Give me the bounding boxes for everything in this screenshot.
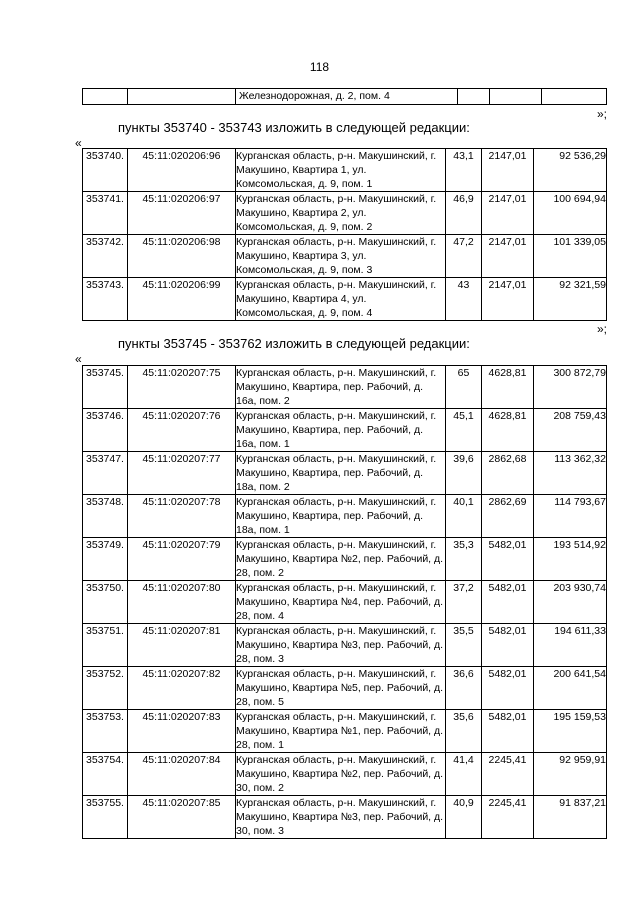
cell-area: 40,9 (446, 796, 482, 839)
closing-quote: »; (597, 322, 608, 336)
cell-sum: 92 321,59 (534, 278, 607, 321)
cell-area: 39,6 (446, 452, 482, 495)
cell-cadastral: 45:11:020206:98 (128, 235, 236, 278)
cell-price: 2245,41 (482, 753, 534, 796)
section-heading: пункты 353740 - 353743 изложить в следующей редакции: (118, 120, 470, 135)
table-row (83, 667, 607, 710)
closing-quote: »; (597, 107, 608, 121)
cell-sum: 195 159,53 (534, 710, 607, 753)
cell-address: Курганская область, р-н. Макушинский, г. Макушино, Квартира №2, пер. Рабочий, д. 28, пом. 2 (236, 538, 446, 581)
cell-price: 5482,01 (482, 624, 534, 667)
cell-cadastral: 45:11:020207:80 (128, 581, 236, 624)
cell-price: 2147,01 (482, 278, 534, 321)
cell-number: 353741. (83, 192, 128, 235)
previous-table-fragment (82, 88, 607, 105)
cell-number: 353745. (83, 366, 128, 409)
cell-cadastral: 45:11:020207:79 (128, 538, 236, 581)
cell-price: 4628,81 (482, 409, 534, 452)
table-row (83, 710, 607, 753)
cell-area: 37,2 (446, 581, 482, 624)
cell-sum: 200 641,54 (534, 667, 607, 710)
cell-cadastral: 45:11:020207:77 (128, 452, 236, 495)
cell-address: Курганская область, р-н. Макушинский, г. Макушино, Квартира №4, пер. Рабочий, д. 28, пом. 4 (236, 581, 446, 624)
cell-area: 35,5 (446, 624, 482, 667)
cell-area: 35,3 (446, 538, 482, 581)
cell-number: 353742. (83, 235, 128, 278)
cell-area: 46,9 (446, 192, 482, 235)
table-row (83, 278, 607, 321)
cell-number: 353743. (83, 278, 128, 321)
cell-address: Курганская область, р-н. Макушинский, г. Макушино, Квартира, пер. Рабочий, д. 18а, пом. 1 (236, 495, 446, 538)
cell-cadastral: 45:11:020207:75 (128, 366, 236, 409)
cell-sum: 113 362,32 (534, 452, 607, 495)
cell-address: Курганская область, р-н. Макушинский, г. Макушино, Квартира, пер. Рабочий, д. 16а, пом. 2 (236, 366, 446, 409)
table-row (83, 192, 607, 235)
cell-price: 5482,01 (482, 581, 534, 624)
opening-quote: « (75, 136, 82, 150)
table-row (83, 366, 607, 409)
cell-address: Курганская область, р-н. Макушинский, г. Макушино, Квартира №3, пер. Рабочий, д. 28, пом. 3 (236, 624, 446, 667)
cell-address: Курганская область, р-н. Макушинский, г. Макушино, Квартира 1, ул. Комсомольская, д. 9, пом. 1 (236, 149, 446, 192)
cell-area: 41,4 (446, 753, 482, 796)
cell-price: 5482,01 (482, 538, 534, 581)
table-row (83, 624, 607, 667)
page-number: 118 (309, 60, 330, 74)
cell-address: Курганская область, р-н. Макушинский, г. Макушино, Квартира 3, ул. Комсомольская, д. 9, пом. 3 (236, 235, 446, 278)
cell-number: 353755. (83, 796, 128, 839)
cell-address: Курганская область, р-н. Макушинский, г. Макушино, Квартира 4, ул. Комсомольская, д. 9, пом. 4 (236, 278, 446, 321)
cell-cadastral: 45:11:020207:84 (128, 753, 236, 796)
cell-number: 353753. (83, 710, 128, 753)
table-row (83, 538, 607, 581)
cell-address: Курганская область, р-н. Макушинский, г. Макушино, Квартира №1, пер. Рабочий, д. 28, пом. 1 (236, 710, 446, 753)
cell-number: 353747. (83, 452, 128, 495)
cell-price: 5482,01 (482, 710, 534, 753)
opening-quote: « (75, 352, 82, 366)
cell-sum: 92 959,91 (534, 753, 607, 796)
cell-address: Курганская область, р-н. Макушинский, г. Макушино, Квартира №3, пер. Рабочий, д. 30, пом. 3 (236, 796, 446, 839)
cell-cadastral: 45:11:020207:78 (128, 495, 236, 538)
table-row (83, 581, 607, 624)
cell-sum: 92 536,29 (534, 149, 607, 192)
table-row (83, 452, 607, 495)
cell-area: 43,1 (446, 149, 482, 192)
cell-sum: 300 872,79 (534, 366, 607, 409)
cell-address: Курганская область, р-н. Макушинский, г. Макушино, Квартира №2, пер. Рабочий, д. 30, пом. 2 (236, 753, 446, 796)
cell-area: 65 (446, 366, 482, 409)
table-row (83, 409, 607, 452)
cell-price: 2147,01 (482, 149, 534, 192)
section-heading: пункты 353745 - 353762 изложить в следующей редакции: (118, 336, 470, 351)
cell-price: 2862,68 (482, 452, 534, 495)
cell-number: 353746. (83, 409, 128, 452)
cell-number: 353751. (83, 624, 128, 667)
cell-cadastral: 45:11:020206:97 (128, 192, 236, 235)
cell-address: Курганская область, р-н. Макушинский, г. Макушино, Квартира, пер. Рабочий, д. 18а, пом. 2 (236, 452, 446, 495)
cell-price: 4628,81 (482, 366, 534, 409)
cell-cadastral: 45:11:020207:85 (128, 796, 236, 839)
cell-area: 40,1 (446, 495, 482, 538)
cell-sum: 193 514,92 (534, 538, 607, 581)
cell-cadastral (128, 89, 236, 105)
table-row (83, 796, 607, 839)
table-row (83, 753, 607, 796)
cell-number: 353754. (83, 753, 128, 796)
cell-cadastral: 45:11:020206:96 (128, 149, 236, 192)
cell-cadastral: 45:11:020207:76 (128, 409, 236, 452)
cell-area: 36,6 (446, 667, 482, 710)
cell-area: 35,6 (446, 710, 482, 753)
cell-sum: 100 694,94 (534, 192, 607, 235)
table-row (83, 89, 607, 105)
cell-price (490, 89, 542, 105)
cell-area: 45,1 (446, 409, 482, 452)
cell-area: 43 (446, 278, 482, 321)
cell-sum: 208 759,43 (534, 409, 607, 452)
cell-price: 2245,41 (482, 796, 534, 839)
registry-table (82, 148, 607, 321)
cell-sum: 203 930,74 (534, 581, 607, 624)
cell-address: Железнодорожная, д. 2, пом. 4 (236, 89, 458, 105)
table-row (83, 235, 607, 278)
cell-cadastral: 45:11:020207:83 (128, 710, 236, 753)
cell-area: 47,2 (446, 235, 482, 278)
cell-number: 353752. (83, 667, 128, 710)
cell-sum: 114 793,67 (534, 495, 607, 538)
cell-address: Курганская область, р-н. Макушинский, г. Макушино, Квартира №5, пер. Рабочий, д. 28, пом. 5 (236, 667, 446, 710)
cell-number: 353740. (83, 149, 128, 192)
cell-number: 353750. (83, 581, 128, 624)
cell-price: 2147,01 (482, 235, 534, 278)
cell-sum: 101 339,05 (534, 235, 607, 278)
cell-cadastral: 45:11:020206:99 (128, 278, 236, 321)
table-row (83, 495, 607, 538)
cell-price: 2147,01 (482, 192, 534, 235)
cell-number (83, 89, 128, 105)
cell-sum: 91 837,21 (534, 796, 607, 839)
cell-number: 353748. (83, 495, 128, 538)
cell-sum: 194 611,33 (534, 624, 607, 667)
cell-sum (542, 89, 607, 105)
cell-address: Курганская область, р-н. Макушинский, г. Макушино, Квартира, пер. Рабочий, д. 16а, пом. 1 (236, 409, 446, 452)
cell-number: 353749. (83, 538, 128, 581)
registry-table (82, 365, 607, 839)
cell-price: 5482,01 (482, 667, 534, 710)
cell-cadastral: 45:11:020207:82 (128, 667, 236, 710)
table-row (83, 149, 607, 192)
cell-cadastral: 45:11:020207:81 (128, 624, 236, 667)
cell-area (458, 89, 490, 105)
cell-price: 2862,69 (482, 495, 534, 538)
cell-address: Курганская область, р-н. Макушинский, г. Макушино, Квартира 2, ул. Комсомольская, д. 9, пом. 2 (236, 192, 446, 235)
